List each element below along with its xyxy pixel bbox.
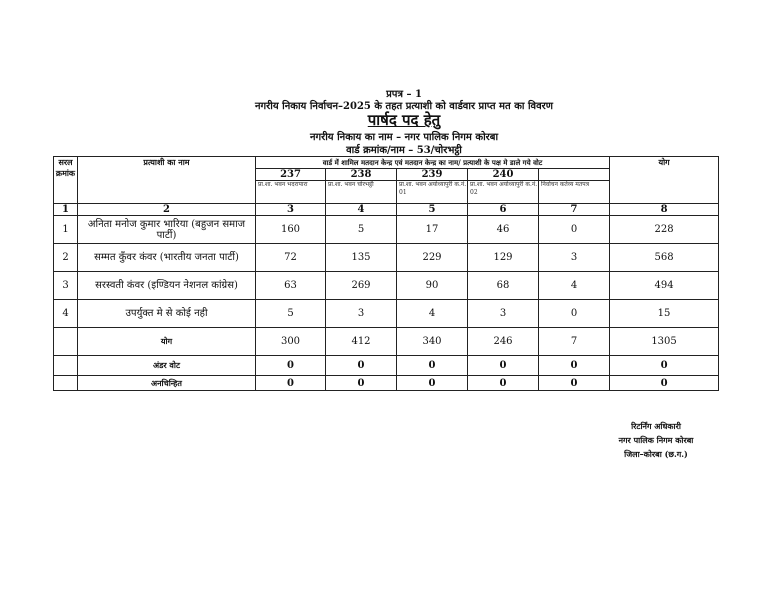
booth-number: 239 (397, 169, 468, 181)
vote-count: 5 (326, 216, 397, 244)
header-row (54, 157, 719, 169)
vote-count: 269 (326, 272, 397, 300)
under-vote-label: अंडर वोट (78, 356, 256, 376)
sum-value: 300 (256, 328, 326, 356)
unchecked-value: 0 (397, 376, 468, 391)
vote-count: 90 (397, 272, 468, 300)
local-body-name: नगरीय निकाय का नाम – नगर पालिक निगम कोरबा (309, 132, 499, 143)
candidate-total: 568 (610, 244, 719, 272)
candidate-row (54, 300, 719, 328)
under-vote-row (54, 356, 719, 376)
sum-value: 412 (326, 328, 397, 356)
unchecked-value: 0 (326, 376, 397, 391)
vote-count: 3 (539, 244, 610, 272)
serial-number: 2 (54, 244, 78, 272)
booth-name: प्रा.शा. भवन अयोध्यापुरी क.नं. 02 (468, 181, 539, 204)
column-number: 7 (539, 204, 610, 216)
vote-count: 4 (539, 272, 610, 300)
vote-count: 5 (256, 300, 326, 328)
vote-count: 4 (397, 300, 468, 328)
grand-total: 1305 (610, 328, 719, 356)
vote-count: 135 (326, 244, 397, 272)
unchecked-total: 0 (610, 376, 719, 391)
signature-org: नगर पालिक निगम कोरबा (618, 435, 694, 445)
column-number: 2 (78, 204, 256, 216)
vote-table (53, 156, 719, 391)
sum-value: 246 (468, 328, 539, 356)
column-number: 1 (54, 204, 78, 216)
column-number-row (54, 204, 719, 216)
candidate-name-header: प्रत्याशी का नाम (78, 157, 256, 204)
serial-header: सरल क्रमांक (54, 157, 78, 204)
column-number: 5 (397, 204, 468, 216)
candidate-name: अनिता मनोज कुमार भारिया (बहुजन समाज पार्टी) (78, 216, 256, 244)
sum-label: योग (78, 328, 256, 356)
document-subject: नगरीय निकाय निर्वाचन–2025 के तहत प्रत्याशी को वार्डवार प्राप्त मत का विवरण (255, 101, 553, 112)
vote-count: 0 (539, 216, 610, 244)
booth-name: प्रा.शा. भवन अयोध्यापुरी क.नं. 01 (397, 181, 468, 204)
signature-title: रिटर्निंग अधिकारी (631, 421, 681, 431)
vote-count: 46 (468, 216, 539, 244)
booth-name: प्रा.शा. भवन चोरभट्ठी (326, 181, 397, 204)
unchecked-row (54, 376, 719, 391)
column-number: 6 (468, 204, 539, 216)
booth-number: 237 (256, 169, 326, 181)
candidate-total: 15 (610, 300, 719, 328)
sum-row (54, 328, 719, 356)
unchecked-value: 0 (468, 376, 539, 391)
candidate-name: उपर्युक्त मे से कोई नही (78, 300, 256, 328)
post-title: पार्षद पद हेतु (367, 111, 441, 129)
serial-number: 3 (54, 272, 78, 300)
column-number: 3 (256, 204, 326, 216)
under-vote-value: 0 (468, 356, 539, 376)
unchecked-label: अनचिन्हित (78, 376, 256, 391)
total-header: योग (610, 157, 719, 204)
candidate-row (54, 244, 719, 272)
unchecked-value: 0 (256, 376, 326, 391)
serial-number: 1 (54, 216, 78, 244)
under-vote-value: 0 (256, 356, 326, 376)
column-number: 8 (610, 204, 719, 216)
column-number: 4 (326, 204, 397, 216)
booth-name: प्रा.शा. भवन भदरापारा (256, 181, 326, 204)
serial-number: 4 (54, 300, 78, 328)
signature-district: जिला–कोरबा (छ.ग.) (624, 449, 688, 459)
unchecked-value: 0 (539, 376, 610, 391)
vote-count: 68 (468, 272, 539, 300)
candidate-total: 494 (610, 272, 719, 300)
booth-number: 238 (326, 169, 397, 181)
booths-header: वार्ड में शामिल मतदान केन्द्र एवं मतदान केन्द्र का नाम/ प्रत्याशी के पक्ष मे डाले गये वोट (256, 157, 610, 169)
sum-value: 340 (397, 328, 468, 356)
sum-value: 7 (539, 328, 610, 356)
under-vote-value: 0 (539, 356, 610, 376)
booth-number: 240 (468, 169, 539, 181)
vote-count: 72 (256, 244, 326, 272)
form-number: प्रपत्र – 1 (386, 89, 422, 100)
candidate-row (54, 216, 719, 244)
candidate-name: सम्मत कुँवर कंवर (भारतीय जनता पार्टी) (78, 244, 256, 272)
vote-count: 229 (397, 244, 468, 272)
vote-count: 160 (256, 216, 326, 244)
vote-count: 3 (468, 300, 539, 328)
candidate-row (54, 272, 719, 300)
booth-number (539, 169, 610, 181)
candidate-total: 228 (610, 216, 719, 244)
under-vote-value: 0 (397, 356, 468, 376)
booth-name: निर्वाचन कर्तव्य मतपत्र (539, 181, 610, 204)
vote-count: 0 (539, 300, 610, 328)
ward-name: वार्ड क्रमांक/नाम – 53/चोरभट्ठी (346, 145, 462, 156)
under-vote-total: 0 (610, 356, 719, 376)
vote-count: 3 (326, 300, 397, 328)
under-vote-value: 0 (326, 356, 397, 376)
candidate-name: सरस्वती कंवर (इण्डियन नेशनल कांग्रेस) (78, 272, 256, 300)
vote-count: 129 (468, 244, 539, 272)
vote-count: 63 (256, 272, 326, 300)
vote-count: 17 (397, 216, 468, 244)
